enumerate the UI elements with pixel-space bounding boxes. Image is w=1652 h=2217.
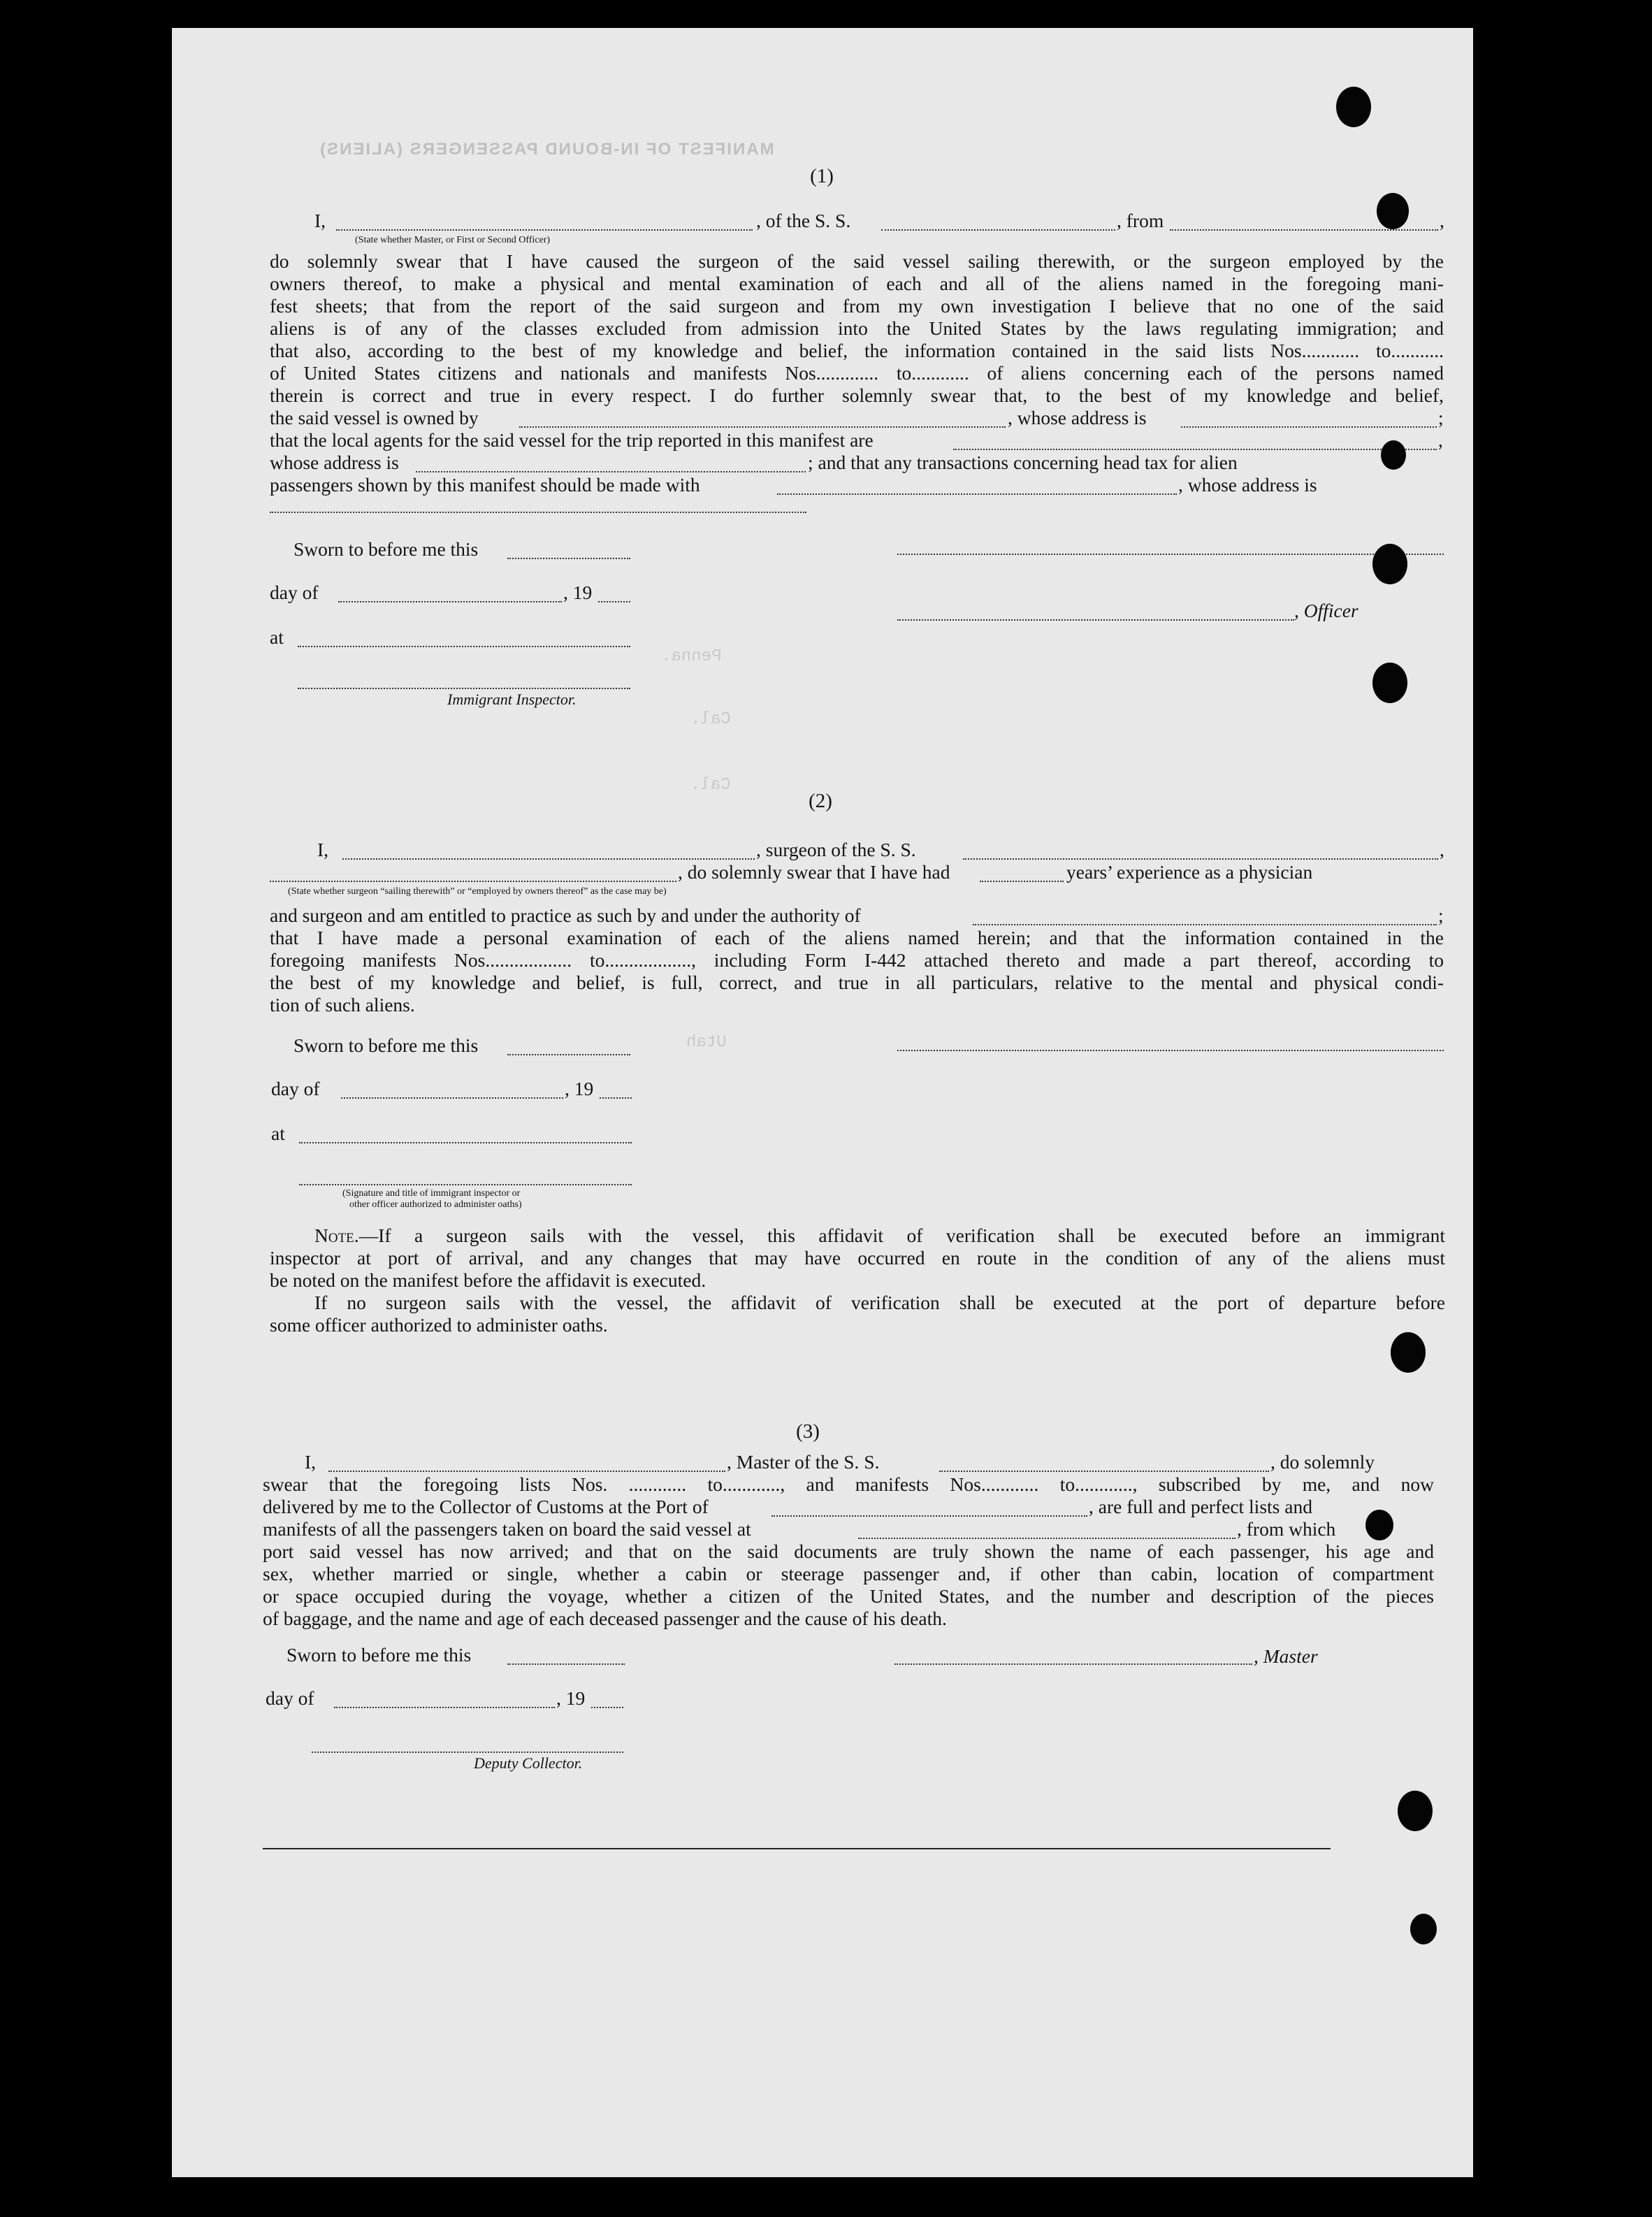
punch-hole (1377, 193, 1409, 229)
day-field (338, 601, 562, 602)
years-experience-field (980, 881, 1064, 882)
section-1-comma: , (1440, 210, 1444, 231)
section-1-at: at (270, 626, 284, 648)
section-1-semicolon: ; (1438, 407, 1444, 428)
note-label: Note. (314, 1225, 359, 1246)
document-page (172, 28, 1473, 2177)
day-field (334, 1707, 555, 1708)
section-1-text-line: therein is correct and true in every respect. I do further solemnly swear that, to the best of my knowledge and belief, (270, 384, 1444, 406)
authority-field (973, 924, 1437, 925)
section-1-whose-address: , whose address is (1008, 407, 1147, 428)
inspector-signature-line (298, 688, 630, 689)
section-3-master-of-ss: , Master of the S. S. (727, 1451, 880, 1473)
section-2-years-experience: years’ experience as a physician (1066, 861, 1313, 883)
section-1-agent-address: whose address is (270, 452, 399, 473)
section-2-text-line: the best of my knowledge and belief, is full, correct, and true in all particulars, relative to the mental and physical condi- (270, 972, 1444, 993)
punch-hole (1398, 1791, 1433, 1831)
signature-caption: (Signature and title of immigrant inspector or (342, 1188, 521, 1199)
authorized-officer-signature-line (299, 1184, 632, 1185)
arrival-port-field (771, 1515, 1087, 1517)
section-3-i: I, (305, 1451, 317, 1473)
section-3-taken-on-board: manifests of all the passengers taken on board the said vessel at (263, 1518, 751, 1540)
year-field (591, 1707, 623, 1708)
surgeon-status-caption: (State whether surgeon “sailing therewith” or “employed by owners thereof” as the case may be) (288, 886, 667, 897)
section-2-i: I, (317, 839, 329, 860)
section-1-text-line: fest sheets; that from the report of the said surgeon and from my own investigation I believe that no one of the said (270, 295, 1444, 317)
section-3-text-line: sex, whether married or single, whether a cabin or steerage passenger and, if other than cabin, location of compartment (263, 1563, 1434, 1584)
section-3-day-of: day of (266, 1687, 314, 1709)
section-2-surgeon-of-ss: , surgeon of the S. S. (756, 839, 916, 860)
section-1-of-ss: , of the S. S. (756, 210, 851, 231)
surgeon-name-field (342, 858, 755, 860)
year-field (600, 1097, 632, 1099)
master-signature-line (894, 1663, 1252, 1665)
deputy-signature-line (312, 1752, 623, 1753)
section-1-comma: , (1438, 429, 1443, 451)
sworn-date-field (507, 558, 630, 559)
section-3-port-of: delivered by me to the Collector of Customs at the Port of (263, 1496, 709, 1517)
punch-hole (1410, 1914, 1437, 1944)
place-field (298, 646, 630, 647)
master-name-field (328, 1471, 725, 1472)
surgeon-status-field (270, 881, 676, 882)
owner-field (519, 426, 1006, 428)
note-paragraph-line: inspector at port of arrival, and any changes that may have occurred en route in the condition of any of the aliens must (270, 1247, 1445, 1269)
section-1-local-agents: that the local agents for the said vessel for the trip reported in this manifest are (270, 429, 874, 451)
section-3-text-line: port said vessel has now arrived; and that on the said documents are truly shown the name of each passenger, his age and (263, 1540, 1434, 1562)
section-1-number: (1) (810, 165, 834, 187)
section-1-head-tax: ; and that any transactions concerning head tax for alien (808, 452, 1238, 473)
sworn-date-field (507, 1054, 630, 1055)
master-title-caption: (State whether Master, or First or Second Officer) (355, 235, 551, 245)
section-1-text-line: that also, according to the best of my knowledge and belief, the information contained in the said lists Nos............ to........... (270, 340, 1444, 361)
note-paragraph-line (270, 1225, 1445, 1247)
officer-label: , Officer (1294, 600, 1358, 621)
embarkation-port-field (858, 1538, 1236, 1539)
note-text: —If a surgeon sails with the vessel, this affidavit of verification shall be executed before an immigrant (358, 1225, 1445, 1246)
officer-signature-line (897, 554, 1444, 555)
master-label: , Master (1254, 1645, 1318, 1667)
section-2-text-line: foregoing manifests Nos.................. to.................., including Form I-442 attached thereto and made a part thereof, according to (270, 949, 1444, 971)
year-field (598, 601, 630, 602)
section-1-made-with: passengers shown by this manifest should be made with (270, 474, 700, 496)
bleed-through-text: Utah (686, 1033, 727, 1052)
punch-hole (1372, 663, 1407, 703)
section-1-whose-address-is: , whose address is (1178, 474, 1317, 496)
section-1-from: , from (1117, 210, 1164, 231)
section-3-number: (3) (796, 1420, 820, 1443)
section-3-year: , 19 (556, 1687, 586, 1709)
section-3-sworn: Sworn to before me this (287, 1644, 472, 1666)
section-2-number: (2) (809, 790, 832, 812)
bleed-through-heading: MANIFEST OF IN-BOUND PASSENGERS (ALIENS) (319, 140, 774, 159)
master-title-field (336, 229, 753, 231)
vessel-name-field (939, 1471, 1269, 1472)
officer-name-line (897, 619, 1294, 621)
bottom-rule (263, 1848, 1331, 1849)
section-3-text-line: swear that the foregoing lists Nos. ............ to............, and manifests Nos............ to............, subscribed by me, and now (263, 1473, 1434, 1495)
departure-port-field (1170, 229, 1438, 231)
owner-address-field (1181, 426, 1437, 428)
sworn-date-field (507, 1663, 625, 1665)
section-1-text-line: do solemnly swear that I have caused the surgeon of the said vessel sailing therewith, or the surgeon employed by the (270, 250, 1444, 272)
bleed-through-text: Cal. (690, 710, 731, 729)
section-1-owned-by: the said vessel is owned by (270, 407, 479, 428)
vessel-name-field (881, 229, 1115, 231)
punch-hole (1391, 1332, 1426, 1373)
section-2-comma: , (1440, 839, 1444, 860)
punch-hole (1365, 1510, 1393, 1540)
section-2-years-had: , do solemnly swear that I have had (678, 861, 950, 883)
bleed-through-text: Cal. (690, 776, 731, 795)
section-3-from-which: , from which (1237, 1518, 1336, 1540)
punch-hole (1381, 440, 1406, 470)
note-paragraph-line: be noted on the manifest before the affidavit is executed. (270, 1269, 707, 1291)
section-3-text-line: or space occupied during the voyage, whether a citizen of the United States, and the number and description of the pieces (263, 1585, 1434, 1607)
deputy-label: Deputy Collector. (474, 1754, 583, 1772)
section-2-text-line: that I have made a personal examination of each of the aliens named herein; and that the information contained in the (270, 927, 1444, 948)
section-2-authority: and surgeon and am entitled to practice as such by and under the authority of (270, 904, 861, 926)
section-1-day-of: day of (270, 582, 319, 603)
head-tax-party-field (777, 493, 1177, 495)
section-1-year: , 19 (563, 582, 593, 603)
surgeon-signature-line (897, 1050, 1444, 1051)
surgeon-vessel-field (963, 858, 1438, 860)
note-paragraph-line: If no surgeon sails with the vessel, the affidavit of verification shall be executed at the port of departure before (314, 1292, 1445, 1313)
section-3-full-perfect: , are full and perfect lists and (1089, 1496, 1312, 1517)
place-field (299, 1142, 632, 1143)
bleed-through-text: Penna. (661, 647, 722, 666)
section-3-do-solemnly: , do solemnly (1270, 1451, 1375, 1473)
section-1-text-line: of United States citizens and nationals and manifests Nos............. to............ of aliens concerning each of the persons named (270, 362, 1444, 384)
section-1-sworn: Sworn to before me this (294, 538, 479, 560)
section-1-text-line: aliens is of any of the classes excluded from admission into the United States by the laws regulating immigration; and (270, 317, 1444, 339)
section-2-at: at (271, 1122, 285, 1144)
section-1-i: I, (314, 210, 326, 231)
head-tax-address-field (270, 512, 806, 513)
note-paragraph-line: some officer authorized to administer oaths. (270, 1314, 608, 1336)
section-1-text-line: owners thereof, to make a physical and mental examination of each and all of the aliens named in the foregoing mani- (270, 273, 1444, 294)
agent-address-field (416, 471, 806, 472)
section-2-semicolon: ; (1438, 904, 1444, 926)
signature-caption: other officer authorized to administer oaths) (349, 1199, 522, 1210)
section-2-day-of: day of (271, 1078, 320, 1099)
local-agents-field (953, 449, 1437, 450)
inspector-label: Immigrant Inspector. (447, 691, 577, 708)
day-field (341, 1097, 563, 1099)
punch-hole (1372, 544, 1407, 584)
punch-hole (1336, 87, 1371, 127)
section-3-text-line: of baggage, and the name and age of each deceased passenger and the cause of his death. (263, 1608, 947, 1629)
section-2-text-line: tion of such aliens. (270, 994, 415, 1016)
section-2-year: , 19 (565, 1078, 594, 1099)
section-2-sworn: Sworn to before me this (294, 1034, 479, 1056)
